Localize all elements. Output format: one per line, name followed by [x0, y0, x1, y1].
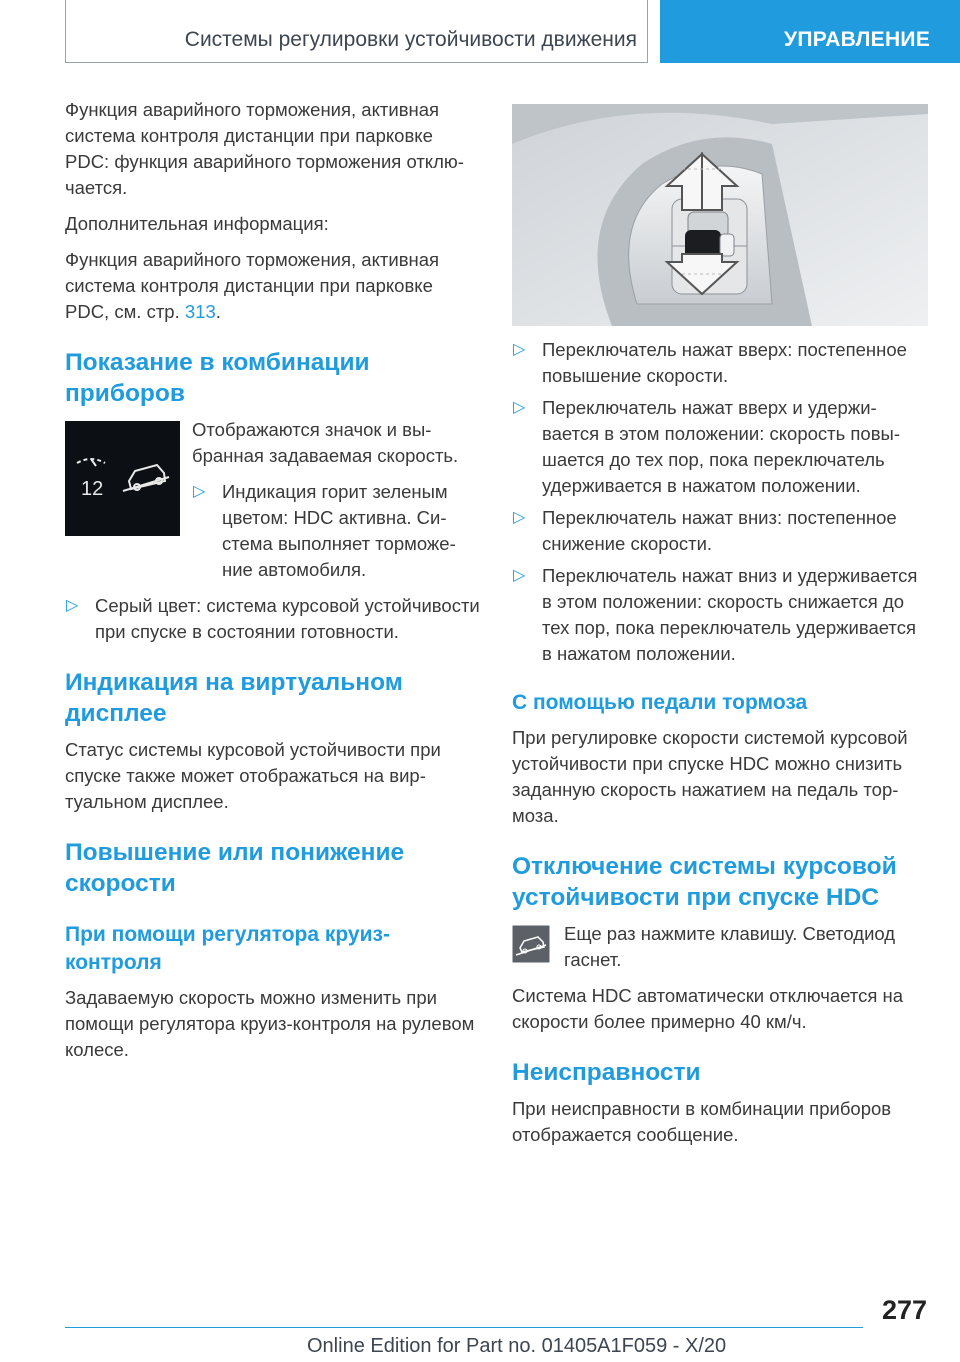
- display-intro: Отображаются значок и выбранная задаваемая скорость.: [192, 419, 459, 466]
- right-column: [512, 337, 927, 1158]
- hdc-auto-off-text: Система HDC автоматически отключается на скорости более примерно 40 км/ч.: [512, 985, 903, 1032]
- paragraph-additional-info: Дополнительная информация:: [65, 213, 329, 234]
- heading-faults: Неисправности: [512, 1059, 701, 1086]
- hdc-off-text: Еще раз нажмите клавишу. Светодиод гаснет.: [564, 923, 896, 970]
- list-item: ▷ Переключатель нажат вниз и удерживается в этом положении: скорость снижается до тех пор, пока переключатель удерживается в нажатом положении.: [513, 565, 918, 664]
- triangle-bullet-icon: ▷: [513, 567, 526, 584]
- heading-speed-change: Повышение или понижение скорости: [65, 839, 405, 897]
- grey-bullets: [65, 593, 480, 645]
- page-number: 277: [881, 1295, 927, 1325]
- paragraph-emergency-braking: Функция аварийного торможения, активная система контроля дистанции при парковке PDC: функция аварийного торможения отключается.: [65, 99, 464, 198]
- header-section-box: [65, 0, 648, 63]
- brake-pedal-text: При регулировке скорости системой курсовой устойчивости при спуске HDC можно снизить заданную скорость нажатием на педаль тормоза.: [512, 727, 908, 826]
- page-link-313[interactable]: 313: [184, 301, 216, 322]
- cruise-control-text: Задаваемую скорость можно изменить при помощи регулятора круиз-контроля на рулевом колесе.: [65, 987, 475, 1060]
- triangle-bullet-icon: ▷: [513, 341, 526, 358]
- switch-bullets: [512, 337, 927, 667]
- list-item: ▷ Серый цвет: система курсовой устойчивости при спуске в состоянии готовности.: [66, 595, 480, 642]
- display-bullets: [192, 479, 480, 583]
- footer-divider: [65, 1327, 863, 1328]
- display-figure-row: [65, 417, 480, 593]
- chapter-tab: [660, 0, 960, 63]
- dash-speed-value: 12: [81, 478, 104, 500]
- hdc-button-icon: [512, 925, 550, 963]
- list-item: ▷ Переключатель нажат вверх: постепенное повышение скорости.: [513, 339, 907, 386]
- list-item: ▷ Переключатель нажат вниз: постепенное снижение скорости.: [513, 507, 897, 554]
- hdc-off-row: [512, 921, 927, 973]
- steering-wheel-image: [512, 104, 928, 326]
- chapter-title: УПРАВЛЕНИЕ: [784, 28, 931, 51]
- heading-brake-pedal: С помощью педали тормоза: [512, 691, 808, 714]
- heading-instrument-display: Показание в комбинации приборов: [65, 349, 370, 407]
- display-text: [192, 417, 480, 593]
- triangle-bullet-icon: ▷: [513, 399, 526, 416]
- virtual-display-text: Статус системы курсовой устойчивости при спуске также может отображаться на виртуальном дисплее.: [65, 739, 441, 812]
- section-title: Системы регулировки устойчивости движения: [184, 28, 637, 51]
- faults-text: При неисправности в комбинации приборов отображается сообщение.: [512, 1098, 892, 1145]
- left-column: [65, 97, 480, 1073]
- footer-edition: Online Edition for Part no. 01405A1F059 - X/20: [307, 1335, 727, 1357]
- heading-hdc-off: Отключение системы курсовой устойчивости при спуске HDC: [512, 853, 897, 911]
- heading-cruise-control: При помощи регулятора круиз-контроля: [65, 923, 390, 974]
- triangle-bullet-icon: ▷: [66, 597, 79, 614]
- list-item: ▷ Переключатель нажат вверх и удерживается в этом положении: скорость повышается до тех пор, пока переключатель удерживается в нажатом положении.: [513, 397, 901, 496]
- triangle-bullet-icon: ▷: [513, 509, 526, 526]
- heading-virtual-display: Индикация на виртуальном дисплее: [65, 669, 403, 727]
- list-item: ▷ Индикация горит зеленым цветом: HDC активна. Система выполняет торможение автомобиля.: [193, 481, 456, 580]
- paragraph-reference: Функция аварийного торможения, активная система контроля дистанции при парковке PDC, см. стр. 313.: [65, 249, 440, 322]
- hdc-car-icon: [123, 465, 169, 491]
- triangle-bullet-icon: ▷: [193, 483, 206, 500]
- instrument-cluster-image: [65, 421, 180, 536]
